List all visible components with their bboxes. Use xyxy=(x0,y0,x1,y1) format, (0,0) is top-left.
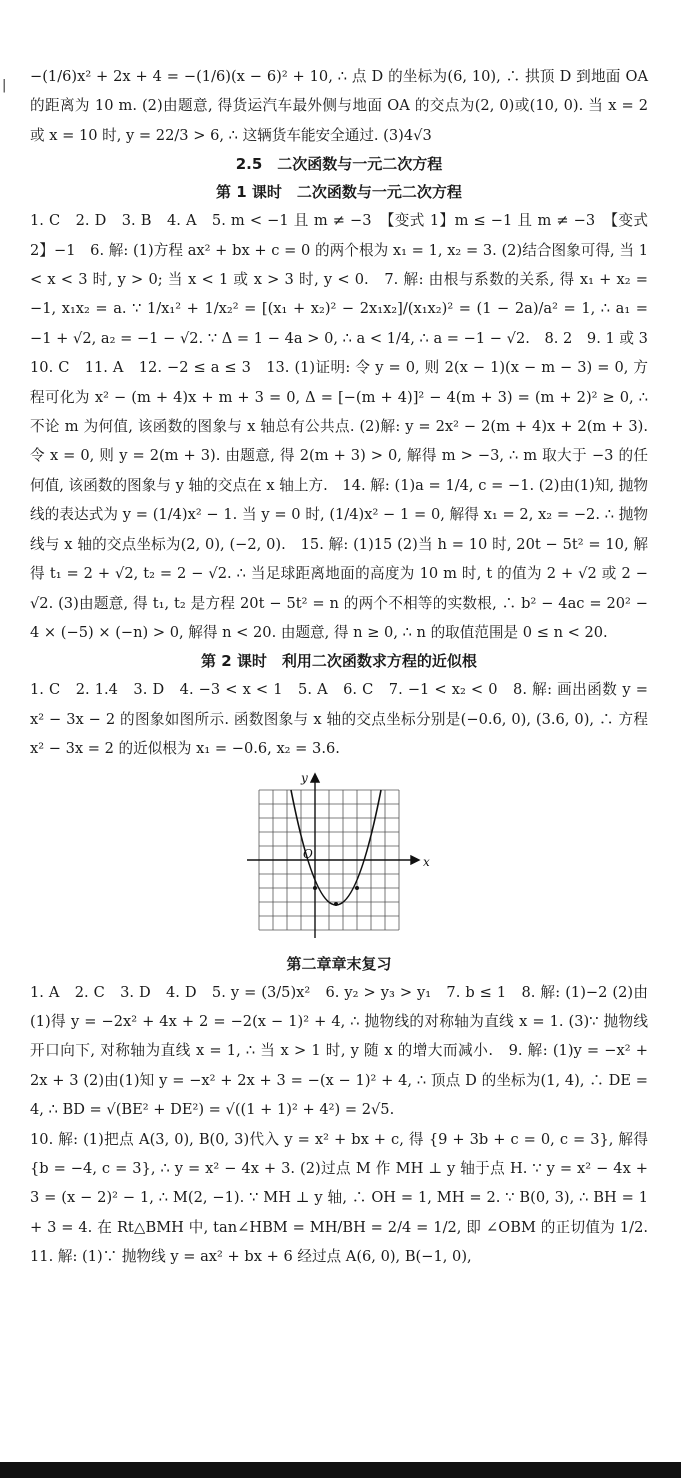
parabola-graph xyxy=(239,770,439,940)
axis-x-label: x xyxy=(423,854,430,869)
chapter-review-answers-a: 1. A 2. C 3. D 4. D 5. y = (3/5)x² 6. y₂ > y₃ > y₁ 7. b ≤ 1 8. 解: (1)−2 (2)由(1)得 y = −2x² + 4x + 2 = −2(x − 1)² + 4, ∴ 抛物线的对称轴为直线 x = 1. (3)∵ 抛物线开口向下, 对称轴为直线 x = 1, ∴ 当 x > 1 时, y 随 x 的增大而减小. 9. 解: (1)y = −x² + 2x + 3 (2)由(1)知 y = −x² + 2x + 3 = −(x − 1)² + 4, ∴ 顶点 D 的坐标为(1, 4), ∴ DE = 4, ∴ BD = √(BE² + DE²) = √((1 + 1)² + 4²) = 2√5. xyxy=(30,983,648,1119)
curve-point xyxy=(355,886,359,890)
left-edge-mark: | xyxy=(2,78,7,93)
origin-label: O xyxy=(303,846,313,861)
lesson-2-answers: 1. C 2. 1.4 3. D 4. −3 < x < 1 5. A 6. C 7. −1 < x₂ < 0 8. 解: 画出函数 y = x² − 3x − 2 的图象如图所示. 函数图象与 x 轴的交点坐标分别是(−0.6, 0), (3.6, 0), ∴ 方程 x² − 3x = 2 的近似根为 x₁ = −0.6, x₂ = 3.6. xyxy=(30,681,648,758)
chapter-review-heading: 第二章章末复习 xyxy=(286,954,392,973)
section-heading-2-5: 2.5 二次函数与一元二次方程 xyxy=(235,155,443,174)
lesson-2-heading: 第 2 课时 利用二次函数求方程的近似根 xyxy=(201,652,477,671)
lesson-1-answers-b: 10. C 11. A 12. −2 ≤ a ≤ 3 13. (1)证明: 令 y = 0, 则 2(x − 1)(x − m − 3) = 0, 方程可化为 x² − (m + 4)x + m + 3 = 0, Δ = [−(m + 4)]² − 4(m + 3) = (m + 2)² ≥ 0, ∴ 不论 m 为何值, 该函数的图象与 x 轴总有公共点. (2)解: y = 2x² − 2(m + 4)x + 2(m + 3). 令 x = 0, 则 y = 2(m + 3). 由题意, 得 2(m + 3) > 0, 解得 m > −3, ∴ m 取大于 −3 的任何值, 该函数的图象与 y 轴的交点在 x 轴上方. 14. 解: (1)a = 1/4, c = −1. (2)由(1)知, 抛物线的表达式为 y = (1/4)x² − 1. 当 y = 0 时, (1/4)x² − 1 = 0, 解得 x₁ = 2, x₂ = −2. ∴ 抛物线与 x 轴的交点坐标为(2, 0), (−2, 0). 15. 解: (1)15 (2)当 h = 10 时, 20t − 5t² = 10, 解得 t₁ = 2 + √2, t₂ = 2 − √2. ∴ 当足球距离地面的高度为 10 m 时, t 的值为 2 + √2 或 2 − √2. (3)由题意, 得 t₁, t₂ 是方程 20t − 5t² = n 的两个不相等的实数根, ∴ b² − 4ac = 20² − 4 × (−5) × (−n) > 0, 解得 n < 20. 由题意, 得 n ≥ 0, ∴ n 的取值范围是 0 ≤ n < 20. xyxy=(30,359,648,641)
curve-point xyxy=(334,902,338,906)
axis-y-label: y xyxy=(301,770,308,785)
lesson-1-answers-a: 1. C 2. D 3. B 4. A 5. m < −1 且 m ≠ −3 【变式 1】m ≤ −1 且 m ≠ −3 【变式 2】−1 6. 解: (1)方程 ax² + bx + c = 0 的两个根为 x₁ = 1, x₂ = 3. (2)结合图象可得, 当 1 < x < 3 时, y > 0; 当 x < 1 或 x > 3 时, y < 0. 7. 解: 由根与系数的关系, 得 x₁ + x₂ = −1, x₁x₂ = a. ∵ 1/x₁² + 1/x₂² = [(x₁ + x₂)² − 2x₁x₂]/(x₁x₂)² = (1 − 2a)/a² = 1, ∴ a₁ = −1 + √2, a₂ = −1 − √2. ∵ Δ = 1 − 4a > 0, ∴ a < 1/4, ∴ a = −1 − √2. 8. 2 9. 1 或 3 xyxy=(30,212,648,347)
paragraph-1: −(1/6)x² + 2x + 4 = −(1/6)(x − 6)² + 10, ∴ 点 D 的坐标为(6, 10), ∴ 拱顶 D 到地面 OA 的距离为 10 m. (2)由题意, 得货运汽车最外侧与地面 OA 的交点为(2, 0)或(10, 0). 当 x = 2 或 x = 10 时, y = 22/3 > 6, ∴ 这辆货车能安全通过. (3)4√3 xyxy=(30,68,648,144)
bottom-bar xyxy=(0,1462,681,1478)
chapter-review-answers-b: 10. 解: (1)把点 A(3, 0), B(0, 3)代入 y = x² + bx + c, 得 {9 + 3b + c = 0, c = 3}, 解得 {b = −4, c = 3}, ∴ y = x² − 4x + 3. (2)过点 M 作 MH ⊥ y 轴于点 H. ∵ y = x² − 4x + 3 = (x − 2)² − 1, ∴ M(2, −1). ∵ MH ⊥ y 轴, ∴ OH = 1, MH = 2. ∵ B(0, 3), ∴ BH = 1 + 3 = 4. 在 Rt△BMH 中, tan∠HBM = MH/BH = 2/4 = 1/2, 即 ∠OBM 的正切值为 1/2. 11. 解: (1)∵ 抛物线 y = ax² + bx + 6 经过点 A(6, 0), B(−1, 0), xyxy=(30,1130,663,1266)
answer-page xyxy=(30,62,663,1272)
curve-point xyxy=(313,886,317,890)
lesson-1-heading: 第 1 课时 二次函数与一元二次方程 xyxy=(216,183,462,202)
